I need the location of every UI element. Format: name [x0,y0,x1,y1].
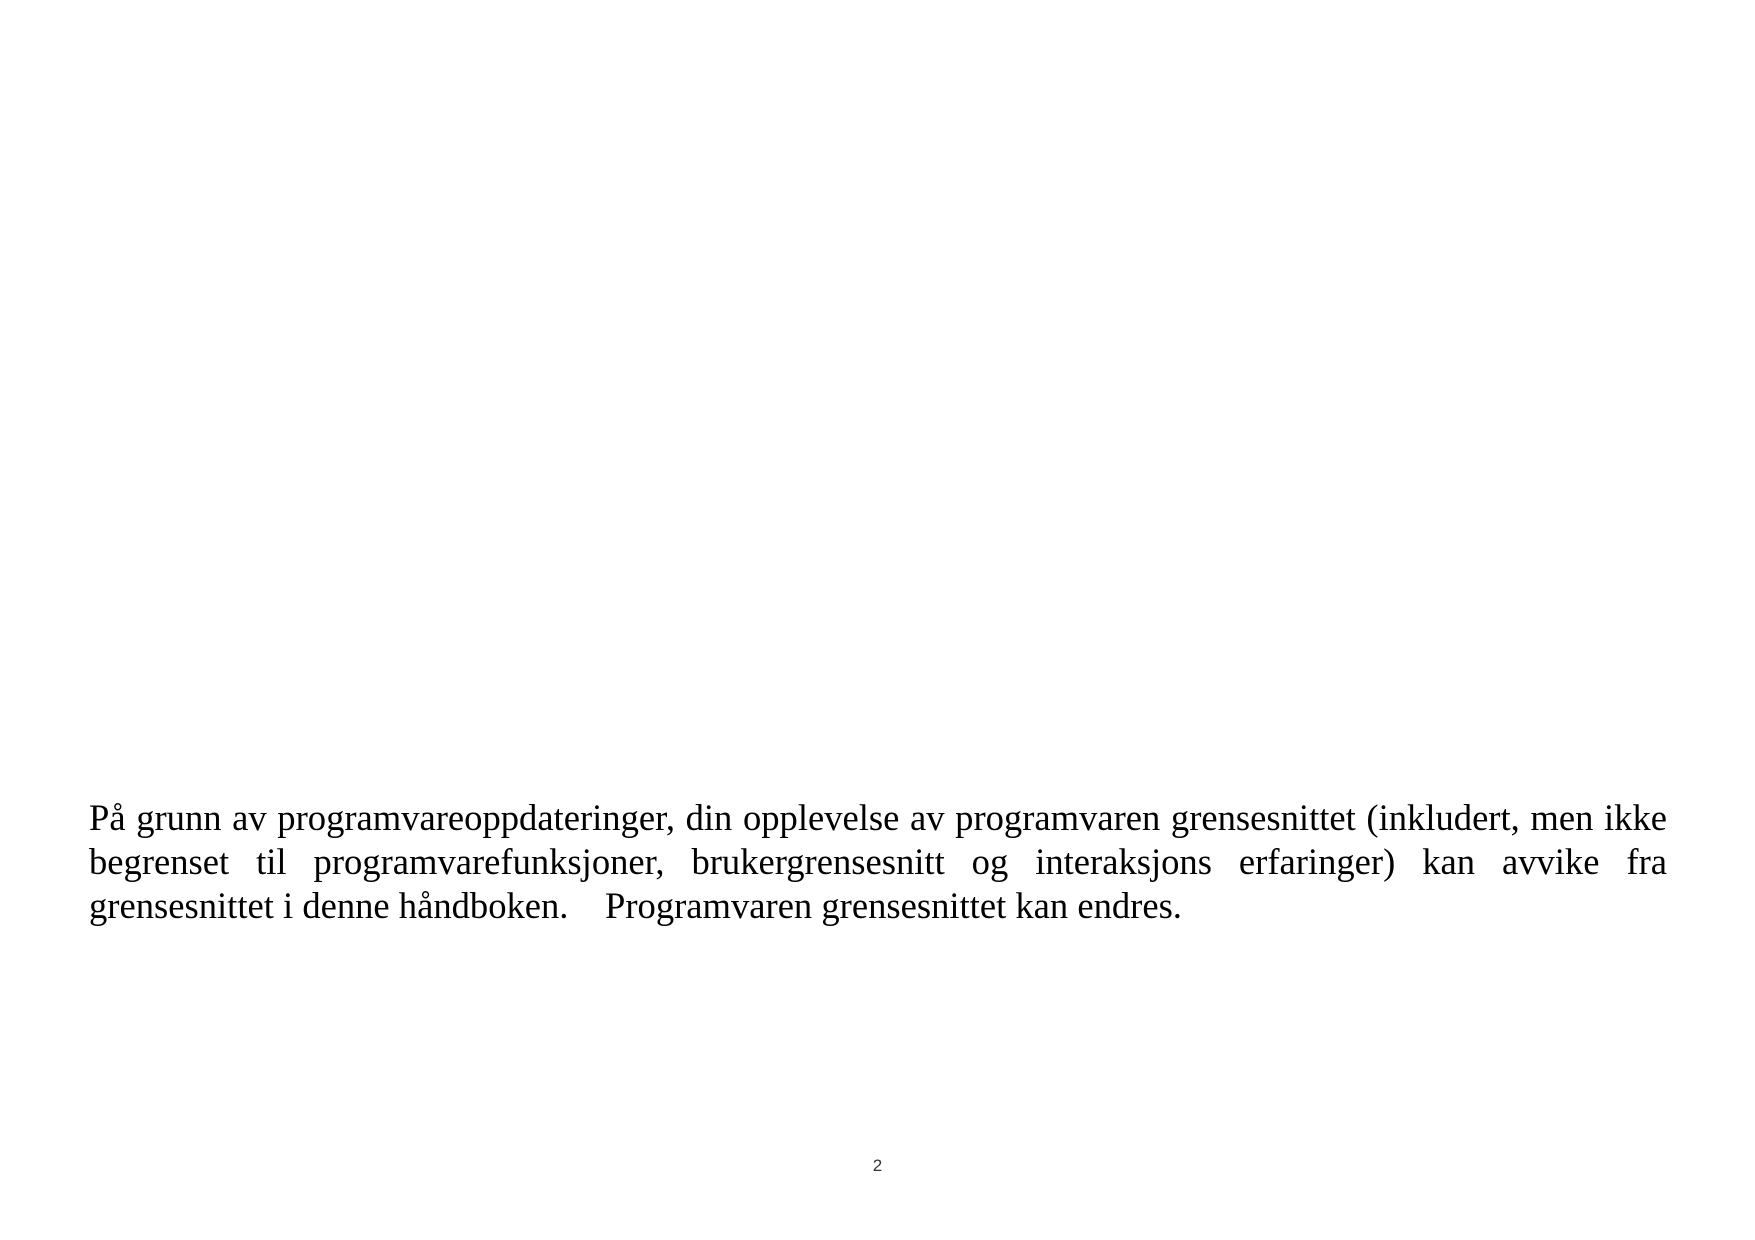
page-number: 2 [872,1156,883,1175]
disclaimer-paragraph: På grunn av programvareoppdateringer, din opplevelse av programvaren grensesnittet (inkludert, men ikke begrenset til programvarefunksjoner, brukergrensesnitt og interaksjons erfaringer) kan avvike fra grensesnittet i denne håndboken. Programvaren grensesnittet kan endres. [89,797,1677,926]
